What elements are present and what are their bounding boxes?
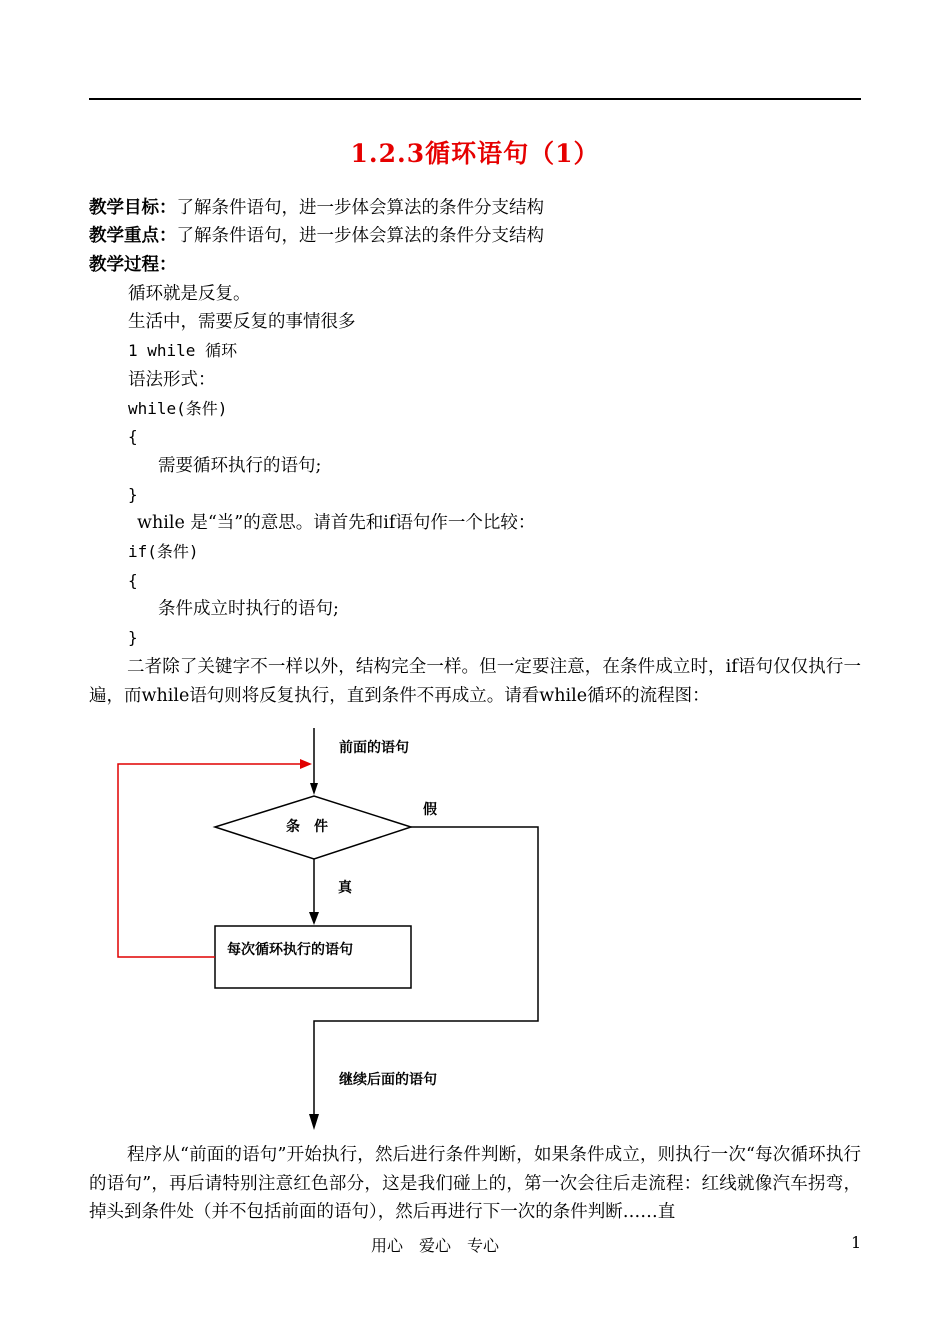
before-statement-label: 前面的语句 [339, 740, 409, 756]
body-line: 生活中，需要反复的事情很多 [128, 312, 356, 332]
teaching-process-label: 教学过程： [89, 255, 177, 275]
footer-motto: 用心 爱心 专心 [371, 1236, 500, 1255]
loop-body-label: 每次循环执行的语句 [227, 942, 353, 958]
teaching-goal-label: 教学目标： [89, 198, 177, 218]
page-title: 1.2.3循环语句（1） [350, 139, 600, 168]
page-number: 1 [851, 1233, 862, 1252]
true-label: 真 [338, 880, 352, 896]
code-line: while(条件) [128, 399, 228, 418]
code-line: } [128, 628, 138, 647]
loop-back-arrowhead [300, 759, 312, 769]
code-line: 需要循环执行的语句; [158, 456, 322, 476]
teaching-goal-text: 了解条件语句，进一步体会算法的条件分支结构 [176, 198, 544, 218]
body-line: 语法形式： [128, 370, 216, 390]
after-statement-label: 继续后面的语句 [339, 1072, 437, 1088]
true-arrowhead [309, 912, 319, 925]
paragraph-comparison: 二者除了关键字不一样以外，结构完全一样。但一定要注意，在条件成立时，if语句仅仅执行一遍，而while语句则将反复执行，直到条件不再成立。请看while循环的流程图： [89, 657, 861, 706]
teaching-focus-text: 了解条件语句，进一步体会算法的条件分支结构 [176, 226, 544, 246]
paragraph-explanation: 程序从“前面的语句”开始执行，然后进行条件判断，如果条件成立，则执行一次“每次循环执行的语句”，再后请特别注意红色部分，这是我们碰上的，第一次会往后走流程：红线就像汽车拐弯，掉头到条件处（并不包括前面的语句），然后再进行下一次的条件判断……直 [89, 1145, 861, 1223]
condition-label: 条 件 [286, 819, 328, 835]
body-line: 循环就是反复。 [128, 284, 251, 304]
code-line: { [128, 427, 138, 446]
code-line: if(条件) [128, 542, 199, 561]
body-line: 1 while 循环 [128, 341, 238, 360]
code-line: 条件成立时执行的语句; [158, 599, 339, 619]
false-label: 假 [423, 802, 437, 818]
exit-arrowhead [309, 1114, 319, 1130]
code-line: } [128, 485, 138, 504]
teaching-focus-label: 教学重点： [89, 226, 177, 246]
entry-arrowhead [310, 783, 318, 795]
code-line: { [128, 571, 138, 590]
body-line: while 是“当”的意思。请首先和if语句作一个比较： [137, 513, 536, 533]
